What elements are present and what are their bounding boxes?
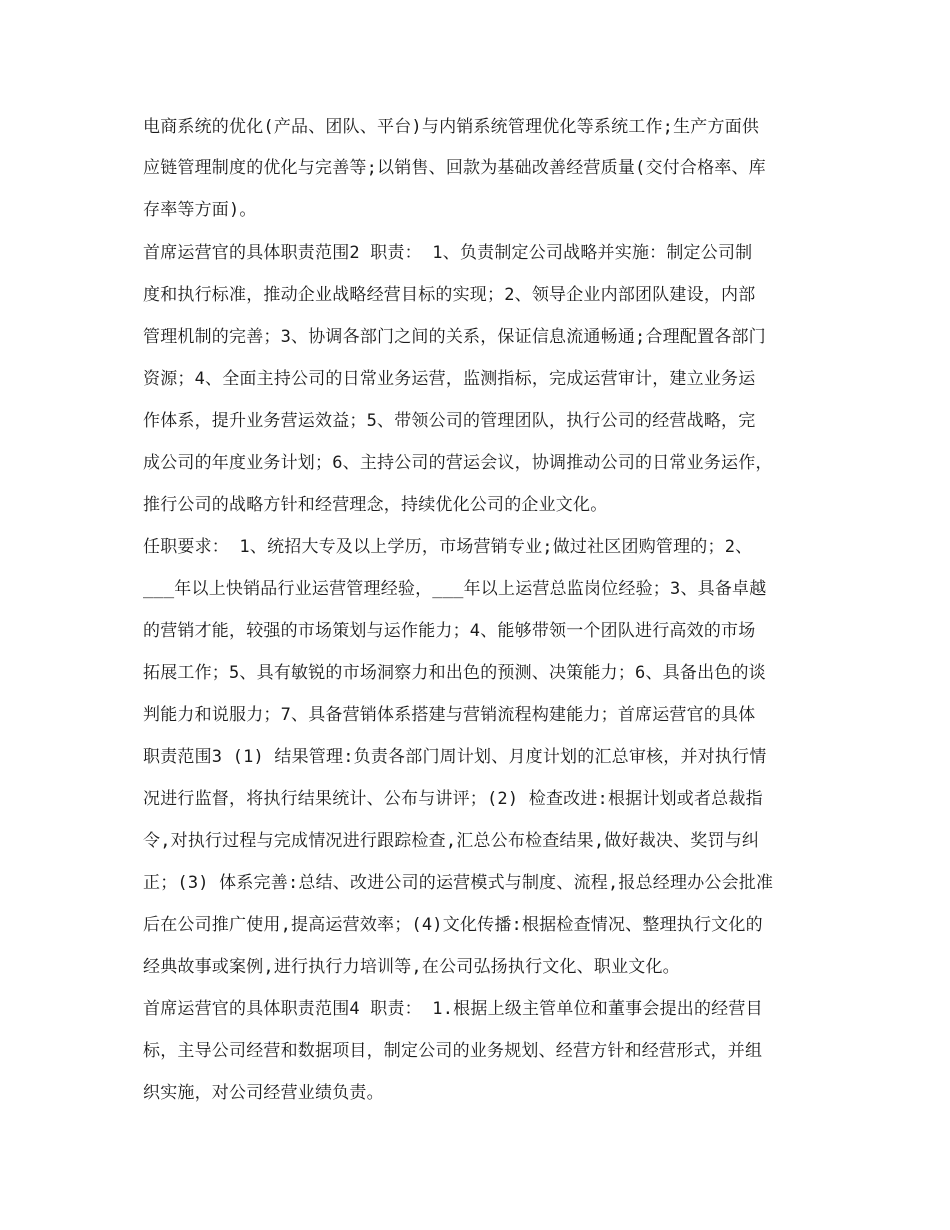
paragraph-line: 判能力和说服力；7、具备营销体系搭建与营销流程构建能力；首席运营官的具体 — [143, 705, 756, 725]
paragraph-line: 作体系，提升业务营运效益；5、带领公司的管理团队，执行公司的经营战略，完 — [143, 411, 756, 431]
paragraph-line: 职责范围3 (1) 结果管理:负责各部门周计划、月度计划的汇总审核，并对执行情 — [143, 747, 767, 767]
paragraph-line: 电商系统的优化(产品、团队、平台)与内销系统管理优化等系统工作;生产方面供 — [143, 117, 760, 137]
paragraph-line: 标，主导公司经营和数据项目，制定公司的业务规划、经营方针和经营形式，并组 — [143, 1041, 763, 1061]
paragraph-line: 正；(3) 体系完善:总结、改进公司的运营模式与制度、流程,报总经理办公会批准 — [143, 873, 774, 893]
paragraph-line: 经典故事或案例,进行执行力培训等,在公司弘扬执行文化、职业文化。 — [143, 957, 680, 977]
paragraph-line: 后在公司推广使用,提高运营效率；(4)文化传播:根据检查情况、整理执行文化的 — [143, 915, 763, 935]
paragraph-line: 度和执行标准，推动企业战略经营目标的实现；2、领导企业内部团队建设，内部 — [143, 285, 756, 305]
paragraph-line: 资源；4、全面主持公司的日常业务运营，监测指标，完成运营审计，建立业务运 — [143, 369, 756, 389]
paragraph-line: ___年以上快销品行业运营管理经验，___年以上运营总监岗位经验；3、具备卓越 — [143, 579, 767, 599]
paragraph-line: 应链管理制度的优化与完善等;以销售、回款为基础改善经营质量(交付合格率、库 — [143, 158, 766, 178]
paragraph-line: 任职要求： 1、统招大专及以上学历，市场营销专业;做过社区团购管理的；2、 — [143, 537, 753, 557]
paragraph-line: 存率等方面)。 — [143, 200, 257, 220]
paragraph-line: 的营销才能，较强的市场策划与运作能力；4、能够带领一个团队进行高效的市场 — [143, 621, 756, 641]
paragraph-line: 管理机制的完善；3、协调各部门之间的关系，保证信息流通畅通;合理配置各部门 — [143, 327, 766, 347]
paragraph-line: 首席运营官的具体职责范围4 职责： 1.根据上级主管单位和董事会提出的经营目 — [143, 999, 763, 1019]
paragraph-line: 推行公司的战略方针和经营理念，持续优化公司的企业文化。 — [143, 495, 608, 515]
paragraph-line: 织实施，对公司经营业绩负责。 — [143, 1083, 384, 1103]
paragraph-line: 令,对执行过程与完成情况进行跟踪检查,汇总公布检查结果,做好裁决、奖罚与纠 — [143, 831, 760, 851]
paragraph-line: 况进行监督，将执行结果统计、公布与讲评；(2) 检查改进:根据计划或者总裁指 — [143, 789, 763, 809]
paragraph-line: 成公司的年度业务计划；6、主持公司的营运会议，协调推动公司的日常业务运作， — [143, 453, 773, 473]
paragraph-line: 拓展工作；5、具有敏锐的市场洞察力和出色的预测、决策能力；6、具备出色的谈 — [143, 663, 766, 683]
paragraph-line: 首席运营官的具体职责范围2 职责： 1、负责制定公司战略并实施：制定公司制 — [143, 243, 753, 263]
